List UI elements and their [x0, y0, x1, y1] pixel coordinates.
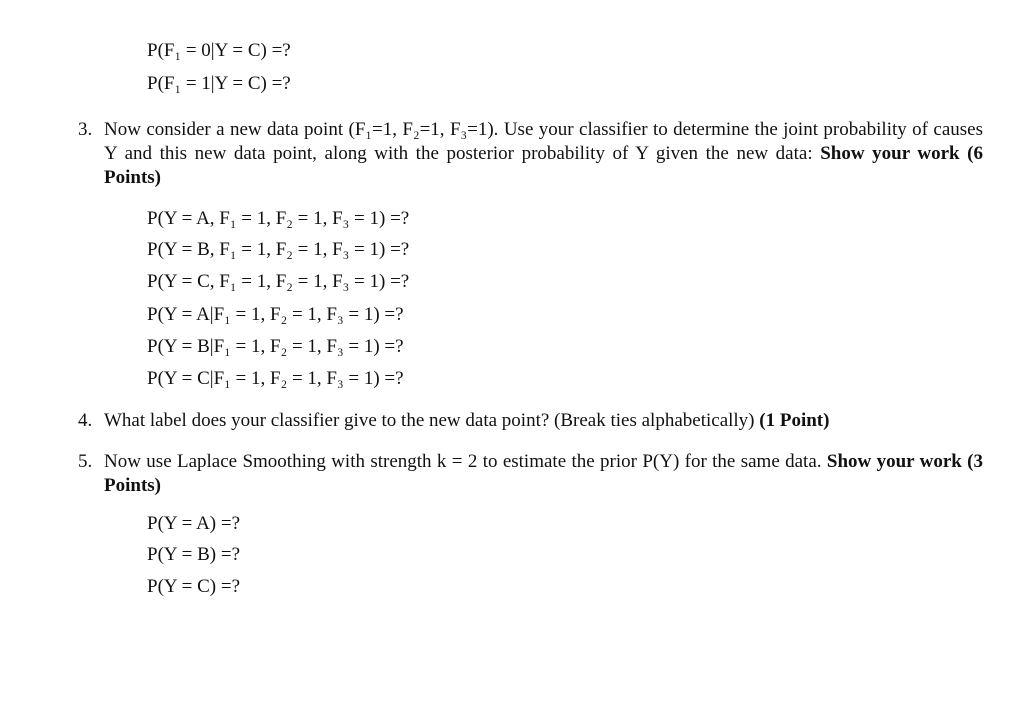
question-3-text: Now consider a new data point (F₁=1, F₂=1, F₃=1). Use your classifier to determine the joint probability of causes Y and this new data point, along with the posterior probability of Y given the new data: Show your work (6 Points)	[104, 119, 983, 188]
equation-prior-b: P(Y = B) =?	[147, 544, 241, 565]
question-3	[78, 118, 983, 190]
question-5-text: Now use Laplace Smoothing with strength k = 2 to estimate the prior P(Y) for the same data. Show your work (3 Points)	[104, 451, 983, 496]
equation-posterior-c: P(Y = C|F₁ = 1, F₂ = 1, F₃ = 1) =?	[147, 368, 404, 389]
question-4	[78, 409, 983, 433]
question-3-number: 3.	[78, 119, 93, 140]
equation-prior-a: P(Y = A) =?	[147, 513, 241, 534]
equation-f1-0-given-c: P(F₁ = 0|Y = C) =?	[147, 40, 291, 61]
equation-joint-b: P(Y = B, F₁ = 1, F₂ = 1, F₃ = 1) =?	[147, 239, 410, 260]
question-4-number: 4.	[78, 410, 93, 431]
equation-joint-a: P(Y = A, F₁ = 1, F₂ = 1, F₃ = 1) =?	[147, 208, 410, 229]
question-5	[78, 450, 983, 498]
question-4-text: What label does your classifier give to the new data point? (Break ties alphabetically) (1 Point)	[104, 410, 830, 431]
equation-posterior-a: P(Y = A|F₁ = 1, F₂ = 1, F₃ = 1) =?	[147, 304, 404, 325]
question-5-number: 5.	[78, 451, 93, 472]
equation-prior-c: P(Y = C) =?	[147, 576, 241, 597]
equation-posterior-b: P(Y = B|F₁ = 1, F₂ = 1, F₃ = 1) =?	[147, 336, 404, 357]
equation-f1-1-given-c: P(F₁ = 1|Y = C) =?	[147, 73, 291, 94]
equation-joint-c: P(Y = C, F₁ = 1, F₂ = 1, F₃ = 1) =?	[147, 271, 410, 292]
